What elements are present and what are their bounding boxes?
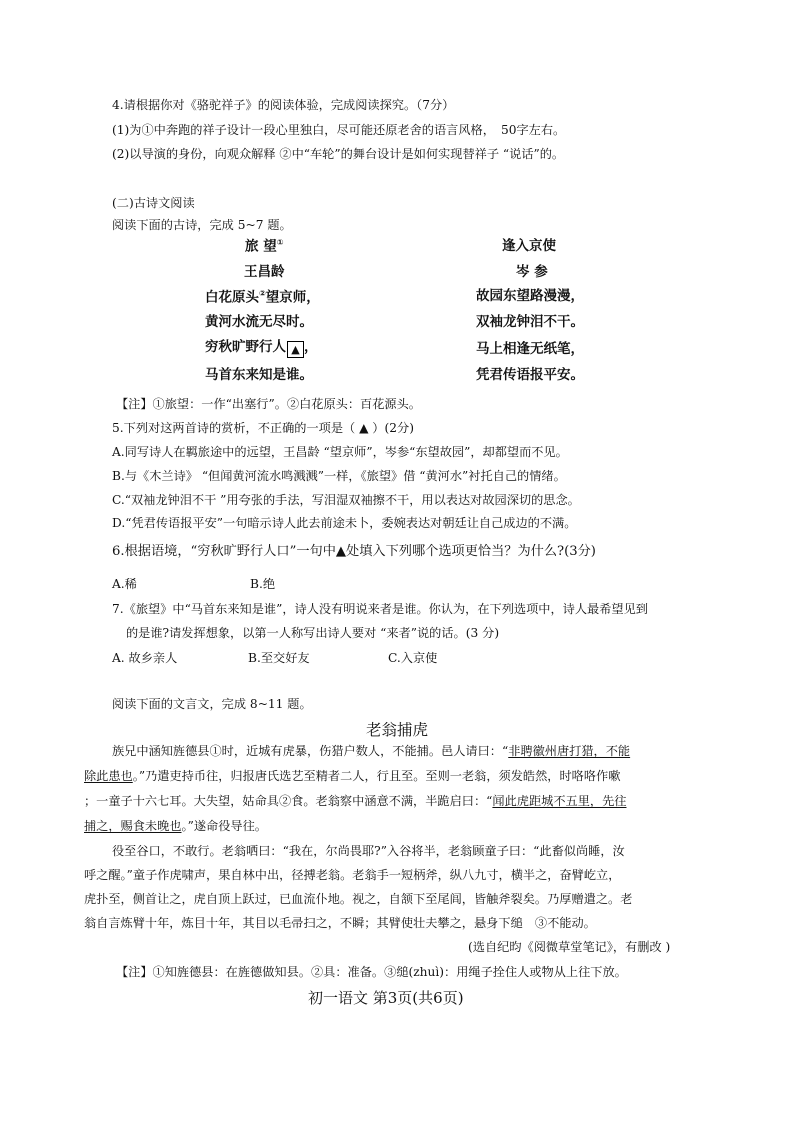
passage-p2-line1: 役至谷口，不敢行。老翁哂曰：“我在，尔尚畏耶?”入谷将半，老翁顾童子曰：“此畜似尚睡，汝 [112, 844, 625, 858]
q5-option-d: D.“凭君传语报平安”一句暗示诗人此去前途未卜，委婉表达对朝廷让自己成边的不满。 [112, 516, 577, 530]
section-heading: (二)古诗文阅读 [112, 196, 195, 210]
q5-option-c: C.“双袖龙钟泪不干 ”用夸张的手法，写泪湿双袖擦不干，用以表达对故园深切的思念。 [112, 493, 580, 507]
q7-line2: 的是谁?请发挥想象，以第一人称写出诗人要对 “来者”说的话。(3 分) [126, 626, 500, 640]
q7-option-b: B.至交好友 [248, 651, 310, 665]
poem-intro: 阅读下面的古诗，完成 5~7 题。 [112, 218, 292, 232]
q7-option-a: A. 故乡亲人 [112, 651, 178, 665]
q7-option-c: C.入京使 [388, 651, 438, 665]
passage-p2-line2: 呼之醒。”童子作虎啸声，果自林中出，径搏老翁。老翁手一短柄斧，纵八九寸，横半之，奋臂屹立， [84, 868, 621, 882]
q4-sub1: (1)为①中奔跑的祥子设计一段心里独白，尽可能还原老舍的语言风格， 50字左右。 [112, 123, 566, 137]
poem1-line2: 黄河水流无尽时。 [205, 314, 313, 330]
poem2-line1: 故园东望路漫漫， [476, 288, 584, 304]
poem1-title-note: ① [276, 238, 284, 247]
passage-p1-line1: 族兄中涵知旌德县①时，近城有虎暴，伤猎户数人，不能捕。邑人请曰：“非聘徽州唐打猎，不能 [112, 744, 631, 758]
poem1-line1: 白花原头②望京师， [205, 289, 320, 306]
poem2-line4: 凭君传语报平安。 [476, 367, 584, 383]
poem2-line3: 马上相逢无纸笔， [476, 341, 584, 357]
poem2-line2: 双袖龙钟泪不干。 [476, 314, 584, 330]
poem1-author: 王昌龄 [244, 264, 285, 280]
poem2-author: 岑 参 [516, 264, 548, 280]
passage-note: 【注】①知旌德县：在旌德做知县。②具：准备。③缒(zhuì)：用绳子拴住人或物从上往下放。 [116, 965, 627, 979]
poem1-title [245, 239, 283, 254]
passage-p1-line4: 捕之，赐食未晚也。”遂命役导往。 [84, 819, 267, 833]
page-footer: 初一语文 第3页(共6页) [308, 989, 464, 1007]
poem1-line3: 穷秋旷野行人 ▲ ， [205, 339, 318, 356]
passage-p1-line3: ；一童子十六七耳。大失望，姑命具②食。老翁察中涵意不满，半跪启曰：“闻此虎距城不五里，先往 [84, 794, 627, 808]
underlined-sentence-2b: 捕之，赐食未晚也 [84, 819, 182, 833]
q7-line1: 7.《旅望》中“马首东来知是谁”，诗人没有明说来者是谁。你认为，在下列选项中，诗人最希望见到 [112, 602, 648, 616]
q6-option-a: A.稀 [112, 577, 137, 591]
passage-p2-line3: 虎扑至，侧首让之，虎自顶上跃过，已血流仆地。视之，自颔下至尾闾，皆触斧裂矣。乃厚赠遣之。老 [84, 892, 633, 906]
passage-source: (选自纪昀《阅微草堂笔记》，有删改 ) [468, 940, 671, 954]
q5-option-b: B.与《木兰诗》 “但闻黄河流水鸣溅溅”一样，《旅望》借 “黄河水”衬托自己的情绪。 [112, 469, 566, 483]
passage-p2-line4: 翁自言炼臂十年，炼目十年，其目以毛帚扫之，不瞬；其臂使壮夫攀之，悬身下缒 ③不能动。 [84, 916, 596, 930]
poem-note: 【注】①旅望：一作“出塞行”。②白花原头：百花源头。 [116, 397, 421, 411]
underlined-sentence-1b: 除此患也 [84, 769, 133, 783]
q5-stem: 5.下列对这两首诗的赏析，不正确的一项是（ ▲ ）(2分) [112, 421, 414, 435]
q5-option-a: A.同写诗人在羁旅途中的远望，王昌龄 “望京师”，岑参“东望故园”，却都望而不见。 [112, 445, 568, 459]
underlined-sentence-2a: 闻此虎距城不五里，先往 [492, 794, 627, 808]
poem1-title-text: 旅 望 [245, 238, 277, 255]
passage-title: 老翁捕虎 [366, 721, 429, 739]
q6-option-b: B.绝 [250, 577, 276, 591]
underlined-sentence-1a: 非聘徽州唐打猎，不能 [508, 744, 631, 758]
passage-p1-line2: 除此患也。”乃遣吏持币往，归报唐氏选艺至精者二人，行且至。至则一老翁，须发皓然，时咯咯作嗽 [84, 769, 621, 783]
poem1-line4: 马首东来知是谁。 [205, 367, 313, 383]
blank-box: ▲ [287, 341, 304, 358]
q4-stem: 4.请根据你对《骆驼祥子》的阅读体验，完成阅读探究。（7分） [112, 98, 455, 112]
q6-stem: 6.根据语境，“穷秋旷野行人口”一句中▲处填入下列哪个选项更恰当？为什么?(3分) [112, 544, 596, 559]
classical-intro: 阅读下面的文言文，完成 8~11 题。 [112, 697, 312, 711]
poem2-title: 逢入京使 [502, 238, 556, 254]
q4-sub2: (2)以导演的身份，向观众解释 ②中“车轮”的舞台设计是如何实现替祥子 “说话”的。 [112, 147, 565, 161]
